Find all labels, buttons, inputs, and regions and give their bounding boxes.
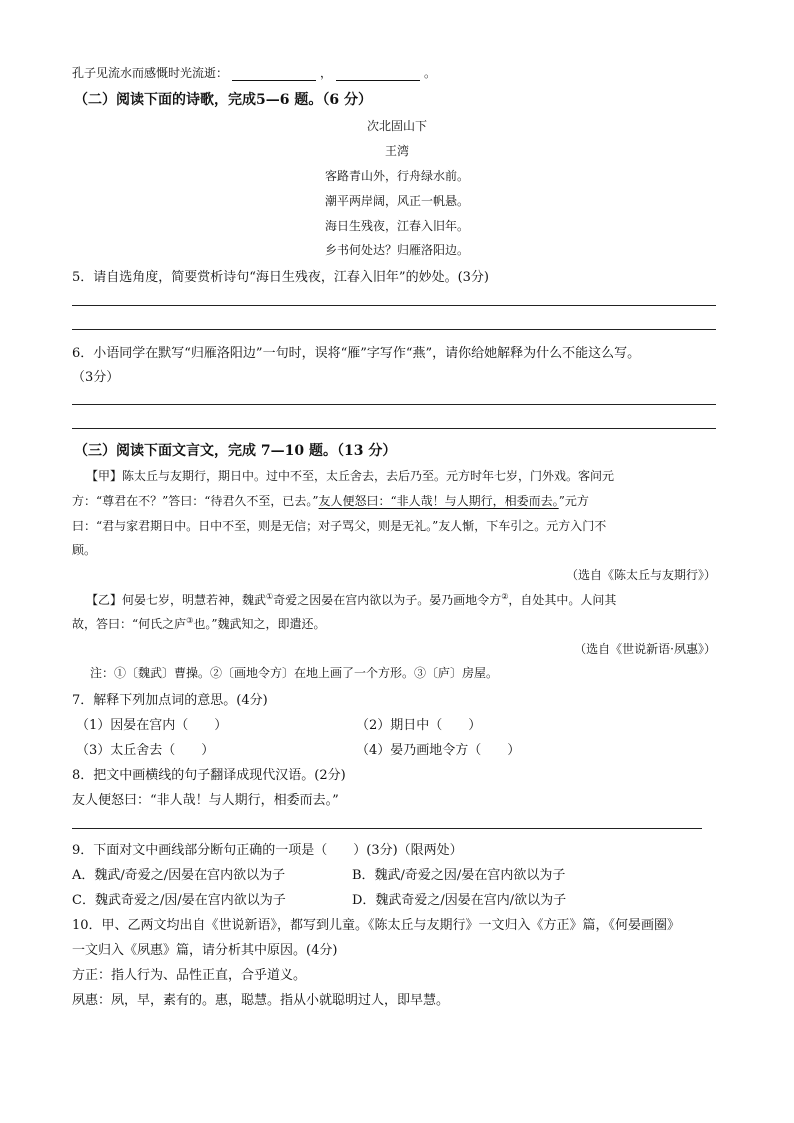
underlined-sentence: 友人便怒曰：“非人哉！与人期行，相委而去。 [318, 494, 559, 508]
poem-line: 客路青山外，行舟绿水前。 [324, 169, 469, 183]
q8-sentence: 友人便怒曰：“非人哉！与人期行，相委而去。” [72, 793, 339, 808]
recite-question [72, 64, 436, 81]
passage-text: 方：“尊君在不？”答曰：“待君久不至，已去。” [72, 494, 319, 508]
footnote-mark: ① [266, 592, 274, 601]
footnote-mark: ③ [186, 616, 194, 625]
answer-blank[interactable] [336, 68, 420, 81]
passage-jia-source: （选自《陈太丘与友期行》） [565, 568, 716, 582]
answer-line[interactable] [72, 404, 716, 405]
answer-line[interactable] [72, 828, 702, 829]
option-b[interactable]: B．魏武/奇爱之因/晏在宫内欲以为子 [352, 868, 566, 883]
poem-author: 王湾 [384, 144, 409, 158]
passage-jia-line: 曰：“君与家君期日中。日中不至，则是无信；对子骂父，则是无礼。”友人惭，下车引之。元方入门不 [72, 519, 607, 533]
option-d[interactable]: D．魏武奇爱之/因晏在宫内/欲以为子 [352, 893, 567, 908]
footnote: 注：①〔魏武〕曹操。②〔画地令方〕在地上画了一个方形。③〔庐〕房屋。 [90, 666, 499, 680]
passage-yi-line [72, 615, 325, 632]
q7-item: （3）太丘舍去（ ） [76, 743, 215, 758]
option-a[interactable]: A．魏武/奇爱之/因晏在宫内欲以为子 [72, 868, 286, 883]
section-3-heading: （三）阅读下面文言文，完成 7—10 题。（13 分） [74, 443, 397, 459]
passage-text: ，自处其中。人问其 [508, 593, 617, 607]
poem-line: 乡书何处达？归雁洛阳边。 [324, 243, 469, 257]
q7-item: （4）晏乃画地令方（ ） [356, 743, 521, 758]
poem-title: 次北固山下 [366, 119, 427, 133]
period: 。 [424, 66, 437, 80]
question-10: 10．甲、乙两文均出自《世说新语》，都写到儿童。《陈太丘与友期行》一文归入《方正》篇，《何晏画圈》 [72, 918, 681, 933]
passage-text: ”元方 [558, 494, 589, 508]
answer-blank[interactable] [232, 68, 316, 81]
q7-item: （2）期日中（ ） [356, 718, 482, 733]
answer-line[interactable] [72, 428, 716, 429]
question-6-score: （3分） [72, 370, 120, 385]
q7-item: （1）因晏在宫内（ ） [76, 718, 228, 733]
passage-jia-line [72, 492, 589, 509]
option-c[interactable]: C．魏武奇爱之/因/晏在宫内欲以为子 [72, 893, 286, 908]
poem-line: 海日生残夜，江春入旧年。 [324, 219, 469, 233]
passage-yi-source: （选自《世说新语·夙惠》） [574, 642, 716, 656]
passage-text: 故，答曰：“何氏之庐 [72, 617, 187, 631]
question-8: 8．把文中画横线的句子翻译成现代汉语。(2分) [72, 768, 346, 783]
question-9: 9．下面对文中画线部分断句正确的一项是（ ）(3分)（限两处） [72, 843, 463, 858]
passage-text: 也。”魏武知之，即遣还。 [193, 617, 326, 631]
passage-text: 【乙】何晏七岁，明慧若神，魏武 [86, 593, 267, 607]
passage-jia-line: 【甲】陈太丘与友期行，期日中。过中不至，太丘舍去，去后乃至。元方时年七岁，门外戏。客问元 [86, 469, 615, 483]
footnote-mark: ② [501, 592, 509, 601]
definition-fangzheng: 方正：指人行为、品性正直，合乎道义。 [72, 968, 307, 983]
passage-text: 奇爱之因晏在宫内欲以为子。晏乃画地令方 [273, 593, 502, 607]
comma: ， [320, 66, 333, 80]
passage-yi-line [86, 591, 616, 608]
question-5: 5．请自选角度，简要赏析诗句“海日生残夜，江春入旧年”的妙处。(3分) [72, 270, 489, 285]
recite-question-text: 孔子见流水而感慨时光流逝： [72, 66, 229, 80]
answer-line[interactable] [72, 305, 716, 306]
poem-line: 潮平两岸阔，风正一帆悬。 [324, 194, 469, 208]
question-6: 6．小语同学在默写“归雁洛阳边”一句时，误将“雁”字写作“燕”，请你给她解释为什么不能这么写。 [72, 346, 641, 361]
section-2-heading: （二）阅读下面的诗歌，完成5—6 题。（6 分） [74, 92, 372, 108]
definition-suhui: 夙惠：夙，早，素有的。惠，聪慧。指从小就聪明过人，即早慧。 [72, 993, 450, 1008]
question-10-cont: 一文归入《夙惠》篇，请分析其中原因。(4分) [72, 943, 338, 958]
question-7: 7．解释下列加点词的意思。(4分) [72, 693, 268, 708]
answer-line[interactable] [72, 329, 716, 330]
passage-jia-line: 顾。 [72, 543, 97, 557]
